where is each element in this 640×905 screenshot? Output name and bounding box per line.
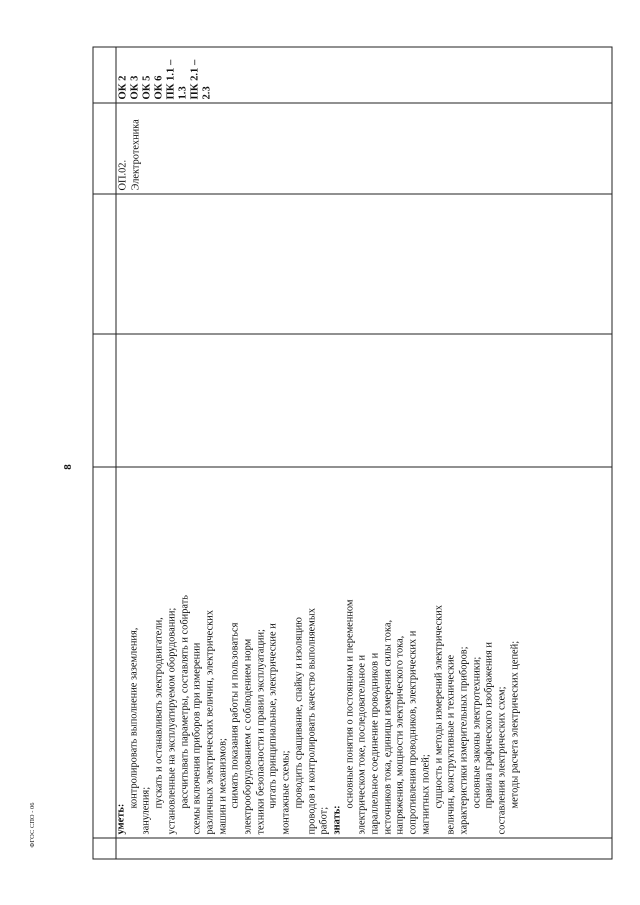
competencies-column (94, 46, 612, 103)
skills-line: основные законы электротехники; (471, 656, 483, 809)
competency-code: ОК 3 (129, 75, 141, 100)
skills-line: уметь: (115, 803, 127, 835)
skills-line: основные понятия о постоянном и переменном (344, 599, 356, 809)
skills-line: монтажные схемы; (280, 750, 292, 835)
skills-line: источников тока, единицы измерения силы тока, (382, 619, 394, 835)
competency-code: ОК 5 (141, 75, 153, 100)
skills-line: зануления; (140, 786, 152, 835)
competencies-cell (118, 49, 214, 100)
competency-code: ПК 1.1 – 1.3 (165, 59, 189, 100)
skills-line: техники безопасности и правил эксплуатации; (255, 629, 267, 835)
skills-line: сущность и методы измерений электрических (433, 605, 445, 809)
row-divider (116, 48, 117, 859)
discipline-column (94, 103, 612, 194)
footer-code: ФГОС СПО - 06 (29, 802, 36, 848)
skills-line: проводить сращивание, спайку и изоляцию (293, 617, 305, 809)
skills-line: проводов и контролировать качество выполняемых (306, 607, 318, 835)
competency-code: ОК 2 (117, 75, 129, 100)
skills-line: параллельное соединение проводников и (369, 652, 381, 835)
skills-knowledge-column (94, 467, 612, 838)
skills-line: характеристики измерительных приборов; (458, 646, 470, 835)
hours-column-2 (94, 194, 612, 334)
hours-column-1 (94, 334, 612, 467)
skills-line: рассчитывать параметры, составлять и собирать (179, 594, 191, 809)
skills-line: электрическом токе, последовательное и (356, 654, 368, 835)
discipline-name: ОП.02. Электротехника (117, 119, 142, 191)
page-number: 8 (62, 464, 74, 470)
skills-line: знать: (331, 805, 343, 835)
competency-code: ОК 6 (153, 75, 165, 100)
skills-line: составления электрических схем; (496, 686, 508, 835)
skills-line: работ; (318, 806, 330, 835)
skills-line: различных электрических величин, электрических (204, 610, 216, 835)
skills-line: установленные на эксплуатируемом оборудовании; (166, 607, 178, 835)
skills-line: методы расчета электрических цепей; (509, 640, 521, 809)
skills-knowledge-cell (116, 471, 523, 835)
skills-line: сопротивления проводников, электрических и (407, 630, 419, 835)
skills-line: контролировать выполнение заземления, (128, 627, 140, 809)
skills-line: правила графического изображения и (483, 642, 495, 809)
skills-line: схемы включения приборов при измерении (191, 642, 203, 835)
curriculum-table (93, 47, 613, 860)
skills-line: читать принципиальные, электрические и (267, 623, 279, 809)
skills-line: напряжения, мощности электрического тока, (394, 635, 406, 835)
table-grid (93, 47, 613, 860)
skills-line: снимать показания работы и пользоваться (229, 622, 241, 809)
competency-code: ПК 2.1 – 2.3 (189, 59, 213, 100)
skills-line: магнитных полей; (420, 754, 432, 835)
index-column (94, 838, 612, 859)
skills-line: машин и механизмов; (217, 738, 229, 835)
skills-line: пускать и останавливать электродвигатели, (153, 617, 165, 809)
skills-line: электрооборудованием с соблюдением норм (242, 638, 254, 835)
skills-line: величин, конструктивные и технические (445, 654, 457, 835)
